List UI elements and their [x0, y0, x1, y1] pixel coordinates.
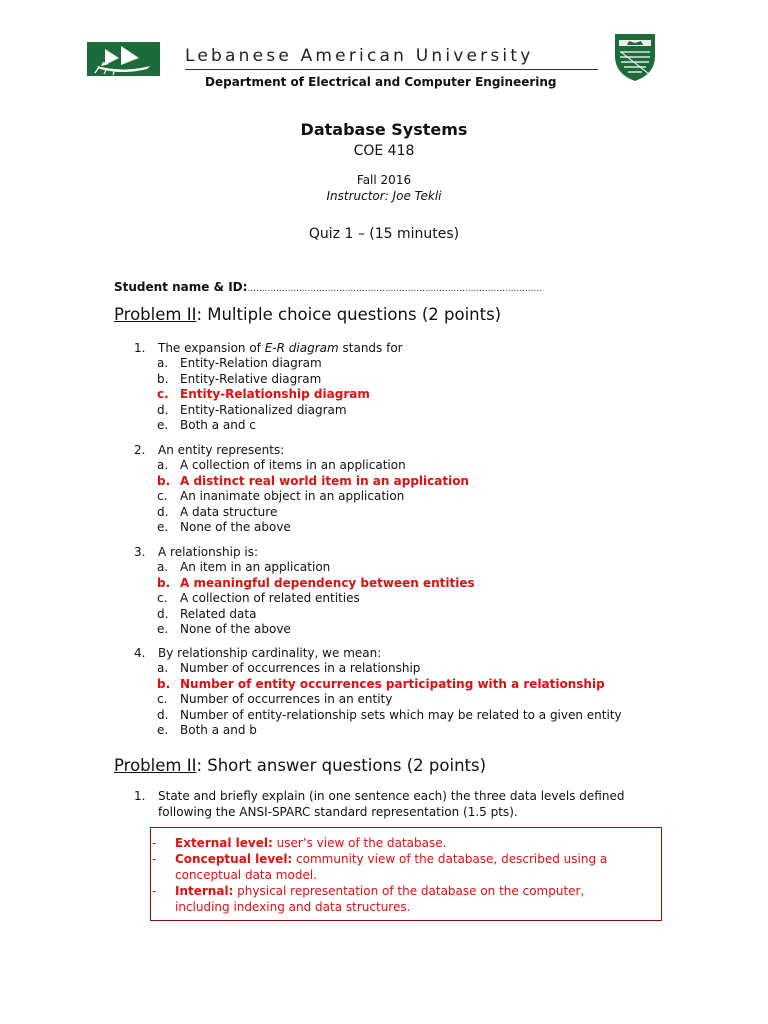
- option: b. Entity-Relative diagram: [157, 371, 322, 386]
- question-text: By relationship cardinality, we mean:: [158, 646, 382, 660]
- question-2: [134, 442, 284, 458]
- answer-internal: - Internal: physical representation of the database on the computer,: [152, 884, 585, 898]
- problem-2-prefix: Problem II: [114, 756, 197, 775]
- short-question-1: [134, 788, 624, 804]
- question-number: 4.: [134, 646, 146, 660]
- university-name: Lebanese American University: [185, 46, 534, 66]
- problem-1-heading: [114, 305, 501, 324]
- option: d. Related data: [157, 606, 257, 621]
- question-number: 2.: [134, 443, 146, 457]
- question-3-options: [157, 560, 475, 638]
- question-1-options: [157, 356, 370, 434]
- option: c. An inanimate object in an application: [157, 489, 405, 504]
- option: a. A collection of items in an application: [157, 458, 406, 472]
- answer-internal-cont: including indexing and data structures.: [175, 900, 411, 914]
- department-name: Department of Electrical and Computer Engineering: [205, 75, 557, 89]
- answer-external: - External level: user’s view of the database.: [152, 836, 447, 850]
- student-name-field: [114, 280, 542, 294]
- correct-option: c. Entity-Relationship diagram: [157, 387, 370, 402]
- correct-option: b. A distinct real world item in an application: [157, 473, 469, 488]
- question-italic: E-R diagram: [264, 341, 339, 355]
- question-number: 1.: [134, 341, 146, 355]
- university-shield-logo: [613, 32, 657, 82]
- question-number: 3.: [134, 545, 146, 559]
- option: a. Number of occurrences in a relationship: [157, 661, 421, 675]
- short-question-1-cont: following the ANSI-SPARC standard representation (1.5 pts).: [158, 805, 518, 819]
- correct-option: b. A meaningful dependency between entities: [157, 575, 475, 590]
- quiz-title: Quiz 1 – (15 minutes): [308, 226, 460, 242]
- problem-2-rest: : Short answer questions (2 points): [196, 756, 487, 775]
- answer-conceptual-cont: conceptual data model.: [175, 868, 317, 882]
- correct-option: b. Number of entity occurrences participating with a relationship: [157, 676, 605, 691]
- instructor: Instructor: Joe Tekli: [326, 189, 442, 203]
- course-term: Fall 2016: [356, 173, 412, 187]
- question-number: 1.: [134, 789, 146, 803]
- option: d. A data structure: [157, 504, 278, 519]
- option: c. A collection of related entities: [157, 591, 360, 606]
- option: c. Number of occurrences in an entity: [157, 692, 393, 707]
- question-4: [134, 645, 381, 661]
- question-text-end: stands for: [338, 341, 403, 355]
- option: a. Entity-Relation diagram: [157, 356, 322, 370]
- problem-1-prefix: Problem II: [114, 305, 197, 324]
- question-text: A relationship is:: [158, 545, 259, 559]
- option: e. None of the above: [157, 520, 291, 535]
- question-3: [134, 544, 258, 560]
- header-rule: [185, 69, 598, 70]
- option: a. An item in an application: [157, 560, 331, 574]
- student-dots: .......................................................................................................: [247, 284, 543, 294]
- question-text: An entity represents:: [158, 443, 285, 457]
- question-1: [134, 340, 403, 356]
- problem-2-heading: [114, 756, 486, 775]
- question-2-options: [157, 458, 469, 536]
- answer-conceptual: - Conceptual level: community view of the database, described using a: [152, 852, 608, 866]
- option: d. Entity-Rationalized diagram: [157, 402, 347, 417]
- question-4-options: [157, 661, 622, 739]
- course-title: Database Systems: [300, 120, 468, 139]
- option: e. Both a and c: [157, 418, 256, 433]
- question-text: The expansion of: [158, 341, 265, 355]
- student-label: Student name & ID:: [114, 280, 248, 294]
- option: e. None of the above: [157, 622, 291, 637]
- problem-1-rest: : Multiple choice questions (2 points): [196, 305, 502, 324]
- option: d. Number of entity-relationship sets which may be related to a given entity: [157, 707, 622, 722]
- course-code: COE 418: [353, 143, 415, 159]
- question-text: State and briefly explain (in one sentence each) the three data levels defined: [158, 789, 625, 803]
- university-ship-logo: [87, 42, 160, 76]
- option: e. Both a and b: [157, 723, 257, 738]
